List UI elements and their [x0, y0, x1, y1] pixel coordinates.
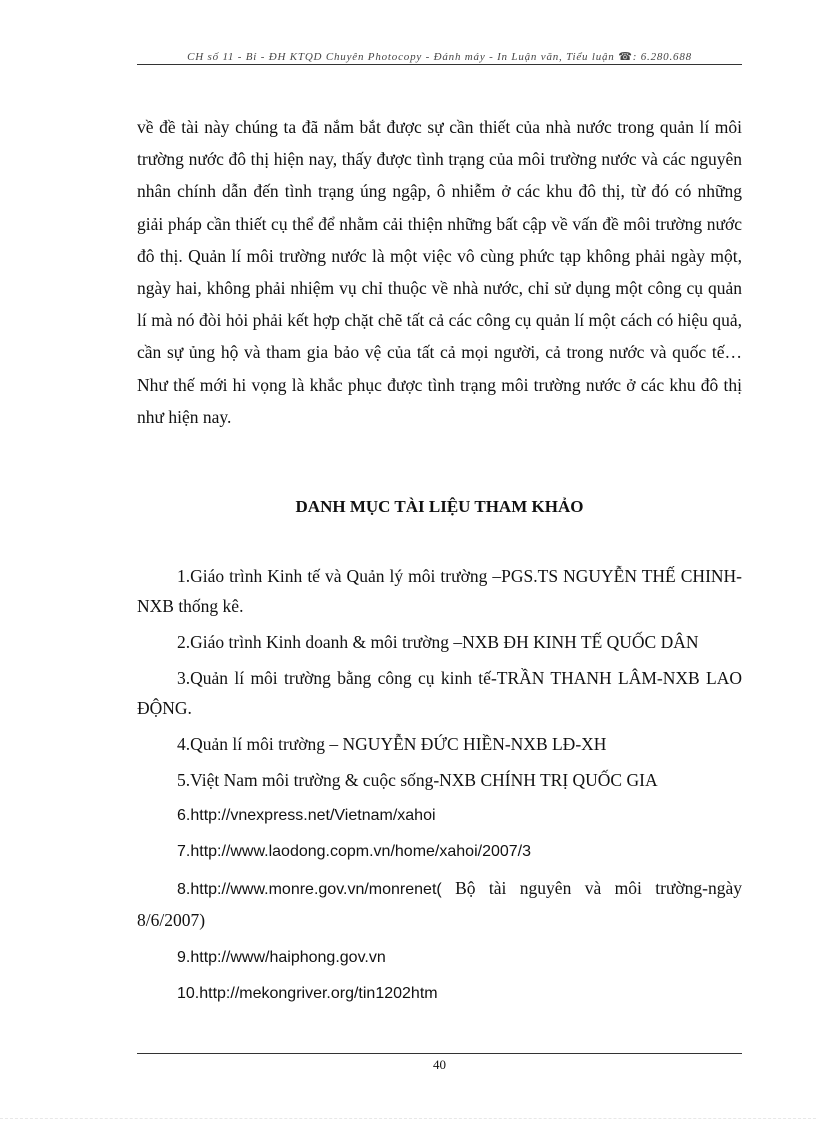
reference-item: 4.Quản lí môi trường – NGUYỄN ĐỨC HIỀN-NXB LĐ-XH — [177, 734, 607, 754]
body-paragraph: về đề tài này chúng ta đã nắm bắt được sự cần thiết của nhà nước trong quản lí môi trường nước đô thị hiện nay, thấy được tình trạng của môi trường nước và các nguyên nhân chính dẫn đến tình trạng úng ngập, ô nhiễm ở các khu đô thị, từ đó có những giải pháp cần thiết cụ thể để nhằm cải thiện những bất cập về vấn đề môi trường nước đô thị. Quản lí môi trường nước là một việc vô cùng phức tạp không phải ngày một, ngày hai, không phải nhiệm vụ chỉ thuộc về nhà nước, chỉ sử dụng một công cụ quản lí mà nó đòi hỏi phải kết hợp chặt chẽ tất cả các công cụ quản lí một cách có hiệu quả, cần sự ủng hộ và tham gia bảo vệ của tất cả mọi người, cả trong nước và quốc tế…Như thế mới hi vọng là khắc phục được tình trạng môi trường nước ở các khu đô thị như hiện nay. — [137, 117, 742, 427]
references-list — [137, 561, 742, 1015]
header-text: CH số 11 - Bỉ - ĐH KTQD Chuyên Photocopy - Đánh máy - In Luận văn, Tiểu luận — [187, 51, 615, 63]
references-title: DANH MỤC TÀI LIỆU THAM KHẢO — [295, 497, 584, 516]
page-bottom-edge — [0, 1118, 816, 1119]
reference-link[interactable]: 7.http://www.laodong.copm.vn/home/xahoi/2007/3 — [177, 843, 531, 860]
reference-link-with-note[interactable] — [137, 873, 742, 937]
page-number: 40 — [433, 1057, 446, 1072]
reference-link[interactable]: 6.http://vnexpress.net/Vietnam/xahoi — [177, 807, 436, 824]
reference-item: 2.Giáo trình Kinh doanh & môi trường –NXB ĐH KINH TẾ QUỐC DÂN — [177, 632, 699, 652]
reference-item: 5.Việt Nam môi trường & cuộc sống-NXB CHÍNH TRỊ QUỐC GIA — [177, 770, 658, 790]
reference-item: 1.Giáo trình Kinh tế và Quản lý môi trường –PGS.TS NGUYỄN THẾ CHINH-NXB thống kê. — [137, 566, 742, 616]
reference-item: 3.Quản lí môi trường bằng công cụ kinh tế-TRẦN THANH LÂM-NXB LAO ĐỘNG. — [137, 668, 742, 718]
reference-link[interactable]: 10.http://mekongriver.org/tin1202htm — [177, 985, 438, 1002]
phone-icon: ☎ — [618, 51, 633, 63]
reference-link-url[interactable]: 8.http://www.monre.gov.vn/monrenet( — [177, 881, 442, 898]
footer-divider — [137, 1053, 742, 1054]
header-phone: : 6.280.688 — [632, 51, 692, 63]
reference-note: Bộ tài nguyên và môi trường-ngày 8/6/2007) — [137, 878, 742, 930]
reference-link[interactable]: 9.http://www/haiphong.gov.vn — [177, 949, 386, 966]
page-header — [137, 50, 742, 65]
